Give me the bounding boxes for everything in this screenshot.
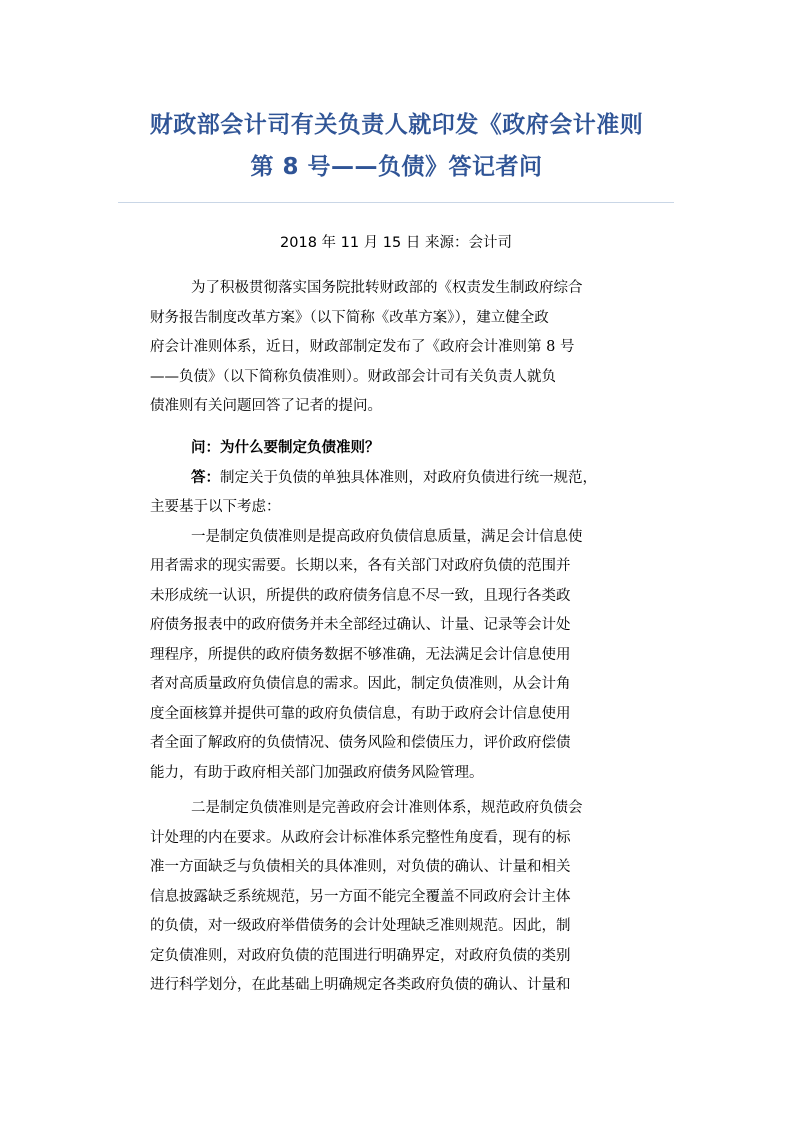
point-1-line: 府债务报表中的政府债务并未全部经过确认、计量、记录等会计处 (150, 617, 571, 633)
question-heading: 问：为什么要制定负债准则？ (191, 440, 380, 456)
intro-line: 债准则有关问题回答了记者的提问。 (150, 398, 382, 414)
point-1-line: 一是制定负债准则是提高政府负债信息质量，满足会计信息使 (191, 528, 583, 545)
point-2-line: 准一方面缺乏与负债相关的具体准则，对负债的确认、计量和相关 (150, 859, 571, 875)
intro-line: ——负债》（以下简称负债准则）。财政部会计司有关负责人就负 (150, 368, 556, 385)
date-source-line: 2018 年 11 月 15 日 来源：会计司 (280, 235, 512, 251)
point-2-line: 计处理的内在要求。从政府会计标准体系完整性角度看，现有的标 (150, 829, 571, 846)
point-1-line: 者对高质量政府负债信息的需求。因此，制定负债准则，从会计角 (150, 676, 571, 692)
intro-line: 财务报告制度改革方案》（以下简称《改革方案》），建立健全政 (150, 309, 549, 326)
answer-line (150, 464, 650, 494)
point-2-line: 信息披露缺乏系统规范，另一方面不能完全覆盖不同政府会计主体 (150, 888, 571, 905)
point-2-paragraph (150, 794, 650, 1001)
title-divider (118, 202, 674, 203)
point-1-line: 理程序，所提供的政府债务数据不够准确，无法满足会计信息使用 (150, 646, 571, 663)
point-1-line: 用者需求的现实需要。长期以来，各有关部门对政府负债的范围并 (150, 558, 571, 574)
qa-section (150, 434, 650, 788)
title-line-1: 财政部会计司有关负责人就印发《政府会计准则 (149, 112, 644, 138)
answer-label: 答： (191, 469, 220, 486)
point-1-line: 者全面了解政府的负债情况、债务风险和偿债压力，评价政府偿债 (150, 735, 571, 751)
answer-line: 主要基于以下考虑： (150, 499, 281, 515)
point-2-line: 定负债准则，对政府负债的范围进行明确界定，对政府负债的类别 (150, 947, 571, 964)
point-1-line: 能力，有助于政府相关部门加强政府债务风险管理。 (150, 764, 484, 781)
document-title (100, 104, 693, 188)
answer-text: 制定关于负债的单独具体准则，对政府负债进行统一规范， (220, 469, 597, 486)
title-line-2: 第 8 号——负债》答记者问 (250, 154, 543, 180)
point-1-line: 未形成统一认识，所提供的政府债务信息不尽一致，且现行各类政 (150, 587, 571, 604)
point-2-line: 的负债，对一级政府举借债务的会计处理缺乏准则规范。因此，制 (150, 918, 571, 934)
point-1-line: 度全面核算并提供可靠的政府负债信息，有助于政府会计信息使用 (150, 705, 571, 722)
point-2-line: 二是制定负债准则是完善政府会计准则体系，规范政府负债会 (191, 800, 583, 816)
intro-paragraph (150, 274, 650, 422)
intro-line: 为了积极贯彻落实国务院批转财政部的《权责发生制政府综合 (191, 280, 583, 296)
point-2-line: 进行科学划分，在此基础上明确规定各类政府负债的确认、计量和 (150, 977, 571, 993)
intro-line: 府会计准则体系，近日，财政部制定发布了《政府会计准则第 8 号 (150, 339, 575, 355)
